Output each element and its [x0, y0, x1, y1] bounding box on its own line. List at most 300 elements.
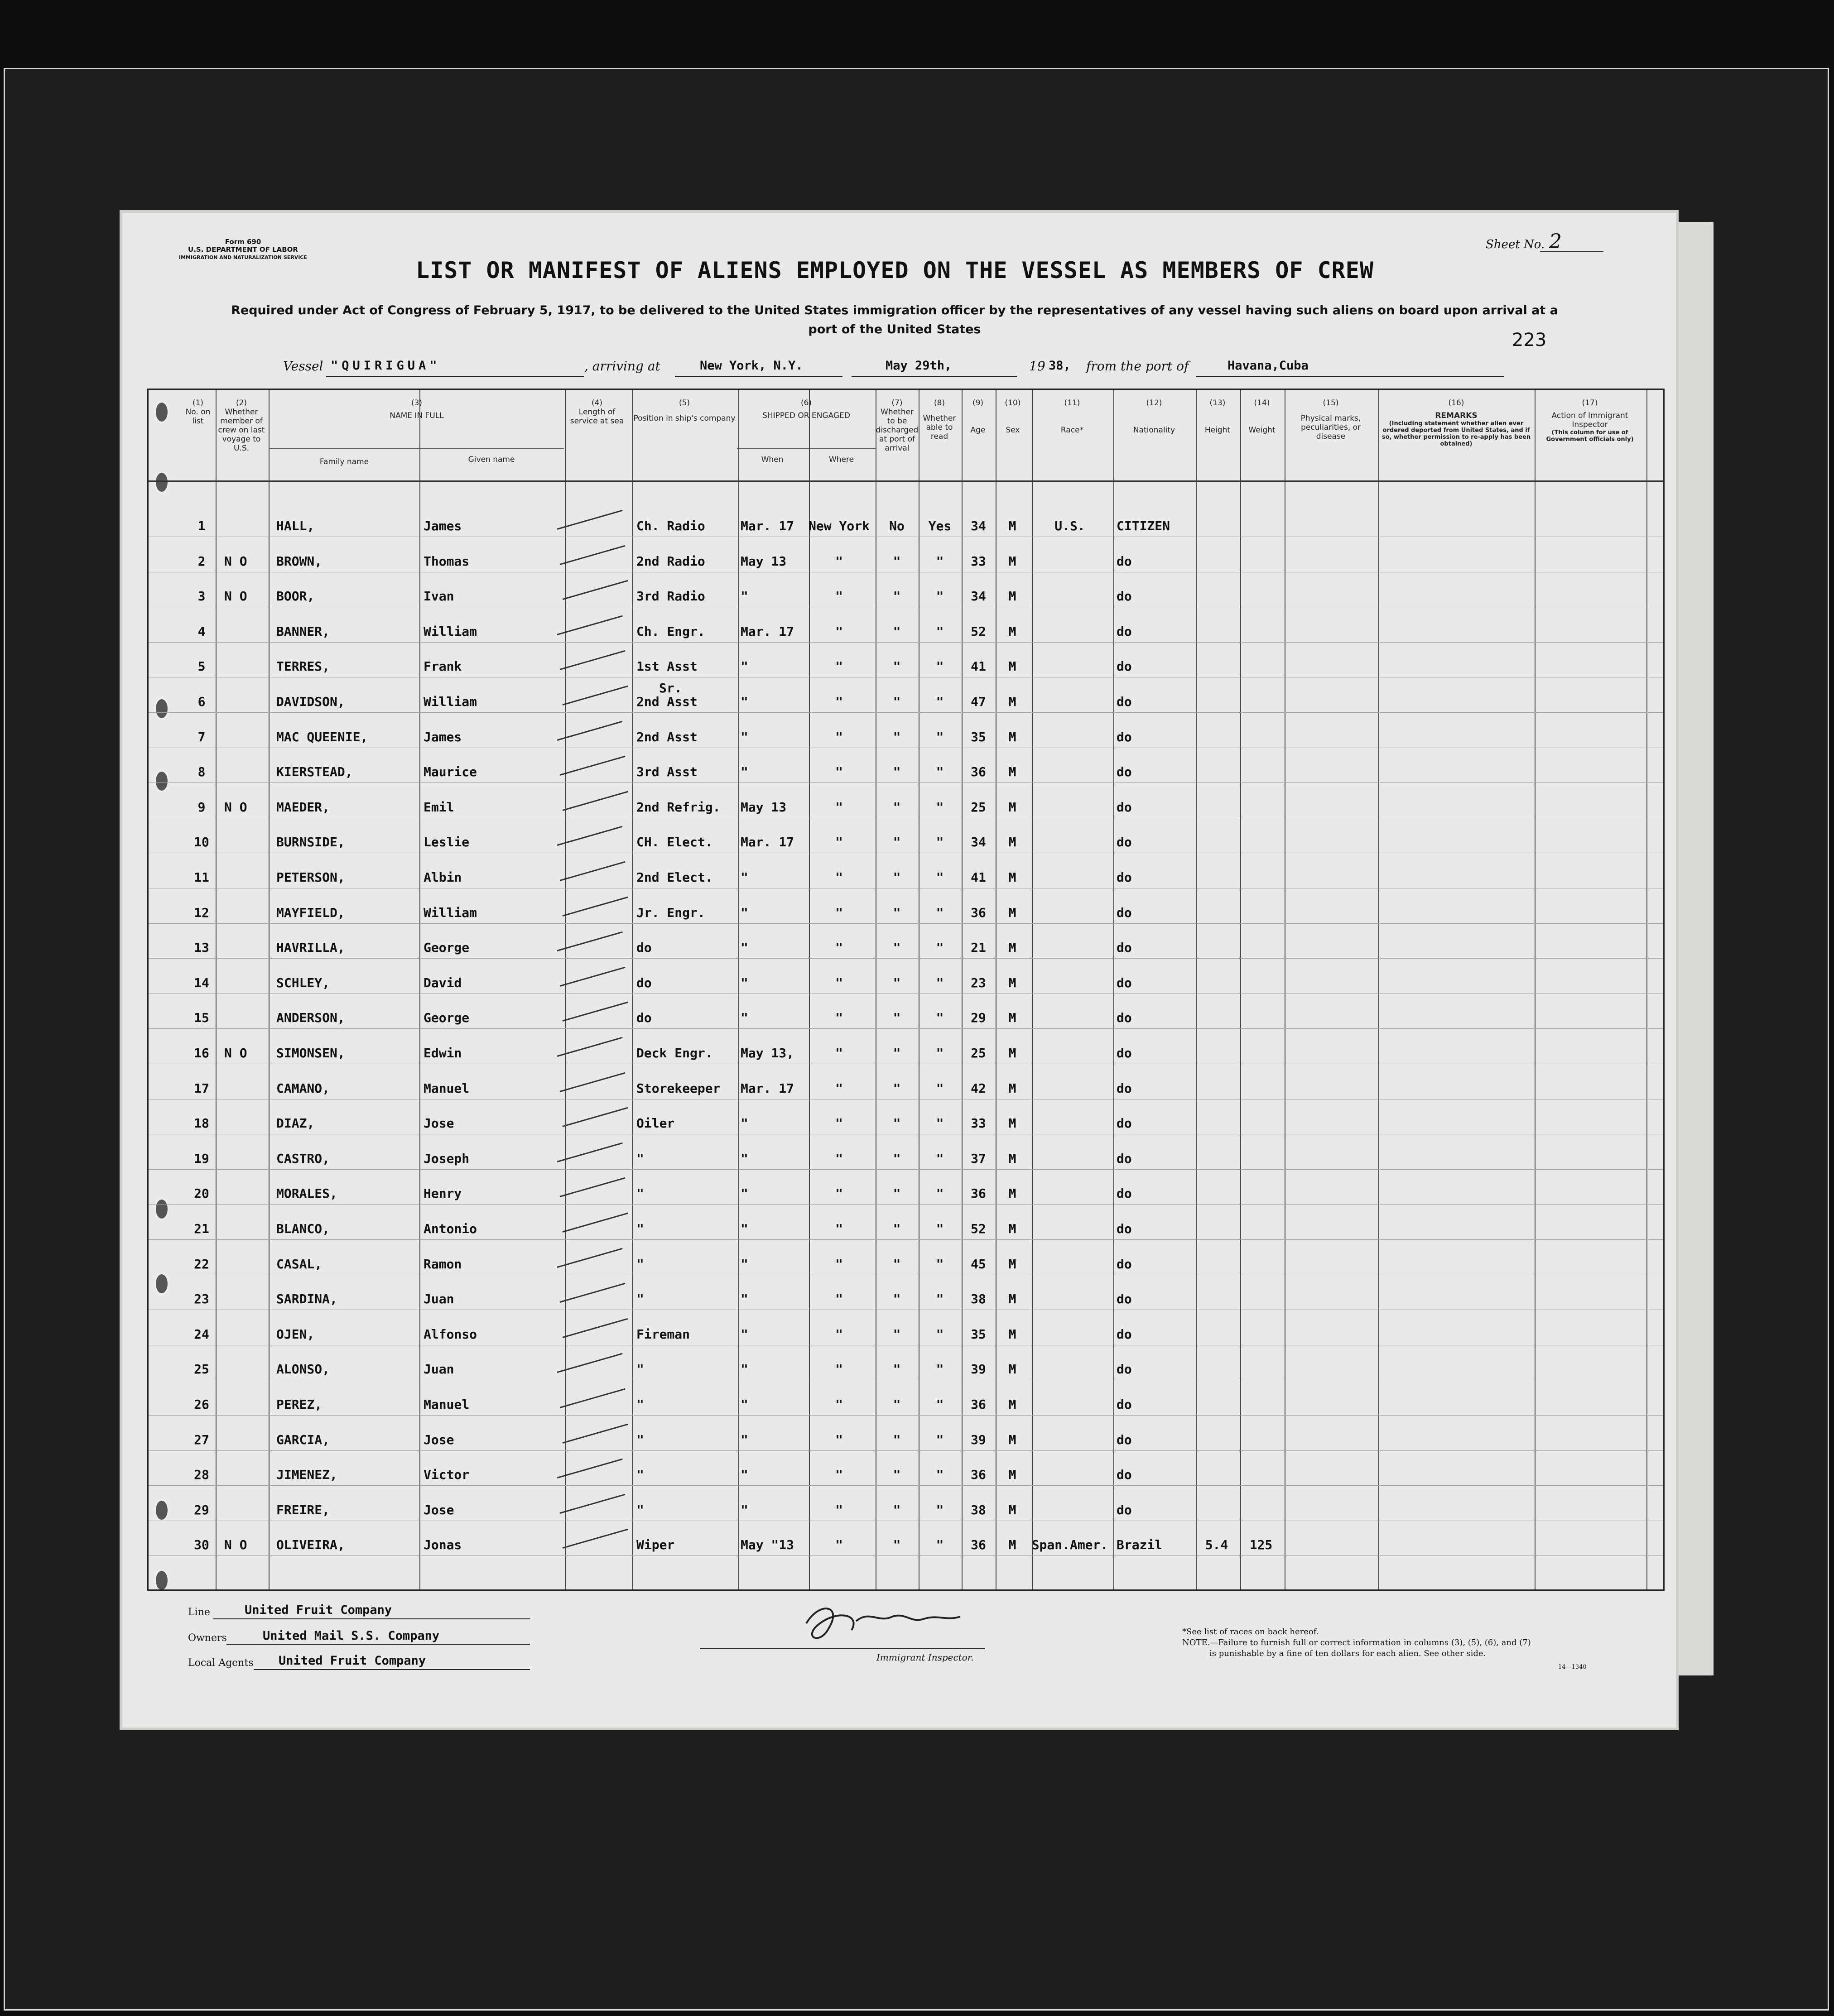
row-rule [149, 642, 1663, 643]
shipped-where-cell: " [835, 694, 843, 709]
shipped-when-cell: " [741, 1116, 748, 1131]
nationality-cell: do [1117, 1010, 1132, 1026]
family-name-cell: ANDERSON, [276, 1010, 345, 1026]
row-number: 20 [194, 1186, 209, 1201]
col-num: (4) [591, 398, 603, 408]
shipped-where-cell: " [835, 835, 843, 850]
able-to-read-cell: " [936, 1362, 944, 1377]
shipped-where-cell: " [835, 870, 843, 885]
given-name-cell: Alfonso [424, 1326, 477, 1342]
family-name-cell: HALL, [276, 518, 315, 533]
age-cell: 29 [971, 1010, 986, 1026]
given-name-cell: William [424, 624, 477, 639]
vessel-label: Vessel [283, 359, 323, 374]
sex-cell: M [1008, 553, 1016, 569]
shipped-when-cell: " [741, 1326, 748, 1342]
col-16-header [1379, 398, 1533, 447]
weight-cell: 125 [1249, 1537, 1273, 1553]
row-rule [149, 923, 1663, 924]
shipped-when-cell: " [741, 1502, 748, 1517]
line-value: United Fruit Company [245, 1603, 392, 1617]
given-name-cell: Edwin [424, 1046, 462, 1061]
family-name-cell: OJEN, [276, 1326, 315, 1342]
row-number: 18 [194, 1116, 209, 1131]
nationality-cell: do [1117, 799, 1132, 815]
discharged-cell: " [893, 1010, 901, 1026]
family-name-cell: SARDINA, [276, 1291, 337, 1307]
sex-cell: M [1008, 1502, 1016, 1517]
discharged-cell: " [893, 1362, 901, 1377]
nationality-cell: do [1117, 1362, 1132, 1377]
shipped-where-cell: " [835, 1116, 843, 1131]
position-cell: Jr. Engr. [636, 905, 705, 920]
able-to-read-cell: " [936, 1326, 944, 1342]
position-cell: 3rd Radio [636, 589, 705, 604]
sex-cell: M [1008, 1326, 1016, 1342]
sex-cell: M [1008, 1186, 1016, 1201]
col-label: Age [970, 426, 986, 435]
print-code: 14—1340 [1558, 1664, 1587, 1670]
arriving-label: , arriving at [584, 359, 660, 374]
row-rule [149, 1169, 1663, 1170]
row-number: 3 [197, 589, 206, 604]
shipped-when-cell: " [741, 1467, 748, 1483]
shipped-where-cell: " [835, 624, 843, 639]
given-name-cell: George [424, 940, 470, 955]
arrival-year: 38, [1049, 359, 1071, 373]
col-label: No. on list [185, 408, 211, 426]
form-number: Form 690 [225, 238, 261, 246]
given-name-cell: James [424, 518, 462, 533]
col-num: (3) [411, 398, 423, 408]
sex-cell: M [1008, 905, 1016, 920]
able-to-read-cell: " [936, 1256, 944, 1272]
col-num: (16) [1448, 398, 1464, 408]
age-cell: 36 [971, 1537, 986, 1553]
nationality-cell: do [1117, 659, 1132, 674]
col-num: (6) [800, 398, 812, 408]
position-cell: Deck Engr. [636, 1046, 713, 1061]
sex-cell: M [1008, 1467, 1016, 1483]
shipped-when-cell: " [741, 694, 748, 709]
row-number: 28 [194, 1467, 209, 1483]
row-number: 2 [197, 553, 206, 569]
family-name-cell: PETERSON, [276, 870, 345, 885]
discharged-cell: " [893, 589, 901, 604]
agents-label: Local Agents [188, 1657, 254, 1669]
discharged-cell: " [893, 1502, 901, 1517]
row-number: 13 [194, 940, 209, 955]
row-rule [149, 1415, 1663, 1416]
page-number: 223 [1512, 330, 1547, 350]
family-name-cell: MAEDER, [276, 799, 330, 815]
nationality-cell: do [1117, 870, 1132, 885]
position-cell: " [636, 1291, 644, 1307]
col-1-header [180, 398, 216, 426]
inspector-label: Immigrant Inspector. [876, 1652, 974, 1663]
family-name-cell: FREIRE, [276, 1502, 330, 1517]
row-number: 7 [197, 729, 206, 744]
col-label: Action of Immigrant Inspector [1551, 411, 1628, 429]
age-cell: 25 [971, 1046, 986, 1061]
given-name-header: Given name [468, 455, 515, 464]
able-to-read-cell: " [936, 1046, 944, 1061]
shipped-when-cell: " [741, 764, 748, 780]
discharged-cell: No [889, 518, 905, 533]
shipped-when-cell: Mar. 17 [741, 835, 794, 850]
race-cell: U.S. [1054, 518, 1085, 533]
age-cell: 52 [971, 624, 986, 639]
able-to-read-cell: " [936, 940, 944, 955]
sex-cell: M [1008, 624, 1016, 639]
age-cell: 36 [971, 764, 986, 780]
col-num: (15) [1323, 398, 1339, 408]
shipped-where-cell: " [835, 975, 843, 990]
departure-port: Havana,Cuba [1227, 359, 1309, 373]
row-rule [149, 712, 1663, 713]
sex-cell: M [1008, 1046, 1016, 1061]
col-15-header [1285, 398, 1376, 441]
shipped-when-cell: " [741, 1291, 748, 1307]
nationality-cell: do [1117, 1467, 1132, 1483]
shipped-when-cell: May 13, [741, 1046, 794, 1061]
row-number: 6 [197, 694, 206, 709]
age-cell: 47 [971, 694, 986, 709]
position-cell: " [636, 1151, 644, 1166]
shipped-where-cell: " [835, 1080, 843, 1096]
col-label: Race* [1060, 426, 1084, 435]
sex-cell: M [1008, 1397, 1016, 1412]
able-to-read-cell: " [936, 1467, 944, 1483]
age-cell: 35 [971, 1326, 986, 1342]
able-to-read-cell: " [936, 1221, 944, 1236]
family-name-cell: MORALES, [276, 1186, 337, 1201]
shipped-when-cell: " [741, 870, 748, 885]
shipped-when-cell: " [741, 659, 748, 674]
shipped-where-cell: " [835, 1186, 843, 1201]
row-rule [149, 1028, 1663, 1029]
nationality-cell: do [1117, 729, 1132, 744]
shipped-when-cell: " [741, 1151, 748, 1166]
col-17-header [1536, 398, 1644, 443]
last-voyage-cell: N O [224, 1537, 247, 1553]
sex-cell: M [1008, 1151, 1016, 1166]
position-note: Sr. [659, 681, 682, 696]
shipped-when-cell: Mar. 17 [741, 518, 794, 533]
given-name-cell: Manuel [424, 1397, 470, 1412]
col-label: Weight [1248, 426, 1276, 435]
age-cell: 23 [971, 975, 986, 990]
family-name-cell: CAMANO, [276, 1080, 330, 1096]
row-number: 22 [194, 1256, 209, 1272]
row-rule [149, 1555, 1663, 1556]
able-to-read-cell: " [936, 1116, 944, 1131]
row-number: 8 [197, 764, 206, 780]
shipped-when-cell: " [741, 1221, 748, 1236]
col-label: Whether to be discharged at port of arrival [876, 408, 919, 453]
discharged-cell: " [893, 799, 901, 815]
age-cell: 42 [971, 1080, 986, 1096]
discharged-cell: " [893, 835, 901, 850]
discharged-cell: " [893, 729, 901, 744]
position-cell: 2nd Radio [636, 553, 705, 569]
given-name-cell: Frank [424, 659, 462, 674]
col-13-header [1196, 398, 1239, 435]
able-to-read-cell: " [936, 589, 944, 604]
sex-cell: M [1008, 1362, 1016, 1377]
given-name-cell: Albin [424, 870, 462, 885]
col-6-header [738, 398, 874, 420]
row-number: 4 [197, 624, 206, 639]
given-name-cell: Jose [424, 1432, 454, 1447]
family-name-cell: OLIVEIRA, [276, 1537, 345, 1553]
shipped-when-header: When [761, 455, 784, 464]
sex-cell: M [1008, 1291, 1016, 1307]
row-number: 29 [194, 1502, 209, 1517]
col-2-header [217, 398, 266, 453]
sex-cell: M [1008, 975, 1016, 990]
col-num: (11) [1064, 398, 1080, 408]
family-name-cell: BANNER, [276, 624, 330, 639]
given-name-cell: Jose [424, 1116, 454, 1131]
col-4-header [565, 398, 629, 426]
shipped-where-cell: New York [809, 518, 870, 533]
position-cell: " [636, 1432, 644, 1447]
col-label: Height [1204, 426, 1231, 435]
given-name-cell: Henry [424, 1186, 462, 1201]
shipped-where-cell: " [835, 659, 843, 674]
sheet-edge [1671, 222, 1714, 1675]
position-cell: do [636, 1010, 652, 1026]
discharged-cell: " [893, 1326, 901, 1342]
family-name-cell: BURNSIDE, [276, 835, 345, 850]
able-to-read-cell: " [936, 1186, 944, 1201]
col-label: Physical marks, peculiarities, or disease [1300, 414, 1361, 441]
position-cell: do [636, 975, 652, 990]
shipped-when-cell: Mar. 17 [741, 624, 794, 639]
row-number: 11 [194, 870, 209, 885]
col-5-header [632, 398, 736, 423]
given-name-cell: Joseph [424, 1151, 470, 1166]
position-cell: 2nd Elect. [636, 870, 713, 885]
shipped-when-cell: " [741, 589, 748, 604]
discharged-cell: " [893, 1397, 901, 1412]
row-rule [149, 1204, 1663, 1205]
discharged-cell: " [893, 1046, 901, 1061]
row-number: 25 [194, 1362, 209, 1377]
department-name: U.S. DEPARTMENT OF LABOR [188, 245, 298, 254]
last-voyage-cell: N O [224, 1046, 247, 1061]
family-name-cell: TERRES, [276, 659, 330, 674]
able-to-read-cell: " [936, 799, 944, 815]
discharged-cell: " [893, 694, 901, 709]
age-cell: 41 [971, 870, 986, 885]
sex-cell: M [1008, 729, 1016, 744]
row-number: 12 [194, 905, 209, 920]
nationality-cell: do [1117, 1256, 1132, 1272]
given-name-cell: Juan [424, 1362, 454, 1377]
discharged-cell: " [893, 1467, 901, 1483]
nationality-cell: do [1117, 589, 1132, 604]
able-to-read-cell: " [936, 1151, 944, 1166]
able-to-read-cell: " [936, 1502, 944, 1517]
sex-cell: M [1008, 1080, 1016, 1096]
given-name-cell: Manuel [424, 1080, 470, 1096]
penalty-note: NOTE.—Failure to furnish full or correct information in columns (3), (5), (6), and (7) [1182, 1638, 1531, 1647]
col-num: (17) [1582, 398, 1598, 408]
row-number: 14 [194, 975, 209, 990]
shipped-when-cell: " [741, 940, 748, 955]
nationality-cell: do [1117, 835, 1132, 850]
shipped-where-cell: " [835, 1046, 843, 1061]
nationality-cell: do [1117, 905, 1132, 920]
service-name: IMMIGRATION AND NATURALIZATION SERVICE [179, 254, 308, 260]
col-num: (10) [1005, 398, 1021, 408]
nationality-cell: Brazil [1117, 1537, 1163, 1553]
age-cell: 35 [971, 729, 986, 744]
row-number: 23 [194, 1291, 209, 1307]
age-cell: 25 [971, 799, 986, 815]
row-number: 10 [194, 835, 209, 850]
position-cell: Ch. Radio [636, 518, 705, 533]
shipped-where-cell: " [835, 1221, 843, 1236]
discharged-cell: " [893, 1151, 901, 1166]
sex-cell: M [1008, 1537, 1016, 1553]
age-cell: 34 [971, 835, 986, 850]
last-voyage-cell: N O [224, 553, 247, 569]
height-cell: 5.4 [1205, 1537, 1228, 1553]
age-cell: 33 [971, 553, 986, 569]
shipped-where-cell: " [835, 1502, 843, 1517]
row-number: 24 [194, 1326, 209, 1342]
able-to-read-cell: " [936, 1537, 944, 1553]
shipped-where-cell: " [835, 940, 843, 955]
able-to-read-cell: " [936, 553, 944, 569]
col-num: (1) [192, 398, 204, 408]
col-8-header [919, 398, 960, 441]
col-12-header [1113, 398, 1195, 435]
col-label: SHIPPED OR ENGAGED [762, 411, 850, 420]
from-port-label: from the port of [1086, 359, 1189, 374]
discharged-cell: " [893, 1080, 901, 1096]
col-10-header [996, 398, 1030, 435]
family-name-cell: ALONSO, [276, 1362, 330, 1377]
shipped-when-cell: " [741, 1010, 748, 1026]
position-cell: 2nd Asst [636, 694, 698, 709]
discharged-cell: " [893, 659, 901, 674]
age-cell: 39 [971, 1362, 986, 1377]
given-name-cell: David [424, 975, 462, 990]
position-cell: Ch. Engr. [636, 624, 705, 639]
row-number: 15 [194, 1010, 209, 1026]
position-cell: " [636, 1502, 644, 1517]
sex-cell: M [1008, 835, 1016, 850]
nationality-cell: do [1117, 553, 1132, 569]
age-cell: 52 [971, 1221, 986, 1236]
nationality-cell: do [1117, 1432, 1132, 1447]
last-voyage-cell: N O [224, 799, 247, 815]
nationality-cell: do [1117, 1046, 1132, 1061]
sex-cell: M [1008, 799, 1016, 815]
age-cell: 21 [971, 940, 986, 955]
row-number: 26 [194, 1397, 209, 1412]
family-name-cell: DAVIDSON, [276, 694, 345, 709]
discharged-cell: " [893, 764, 901, 780]
given-name-cell: Juan [424, 1291, 454, 1307]
row-number: 17 [194, 1080, 209, 1096]
row-number: 1 [197, 518, 206, 533]
family-name-cell: JIMENEZ, [276, 1467, 337, 1483]
given-name-cell: James [424, 729, 462, 744]
col-num: (7) [891, 398, 903, 408]
shipped-where-cell: " [835, 1467, 843, 1483]
nationality-cell: do [1117, 1502, 1132, 1517]
age-cell: 38 [971, 1502, 986, 1517]
vessel-name: "QUIRIGUA" [331, 359, 441, 373]
col-11-header [1032, 398, 1112, 435]
discharged-cell: " [893, 1537, 901, 1553]
arrival-port: New York, N.Y. [700, 359, 803, 373]
discharged-cell: " [893, 1291, 901, 1307]
discharged-cell: " [893, 905, 901, 920]
page-title: LIST OR MANIFEST OF ALIENS EMPLOYED ON THE VESSEL AS MEMBERS OF CREW [416, 257, 1374, 283]
family-name-cell: BROWN, [276, 553, 323, 569]
able-to-read-cell: " [936, 1432, 944, 1447]
given-name-cell: George [424, 1010, 470, 1026]
position-cell: 2nd Asst [636, 729, 698, 744]
row-rule [149, 1485, 1663, 1486]
row-number: 27 [194, 1432, 209, 1447]
discharged-cell: " [893, 975, 901, 990]
able-to-read-cell: " [936, 624, 944, 639]
shipped-where-cell: " [835, 1537, 843, 1553]
col-label: Sex [1006, 426, 1020, 435]
shipped-when-cell: " [741, 905, 748, 920]
row-rule [149, 1239, 1663, 1240]
shipped-where-cell: " [835, 799, 843, 815]
age-cell: 45 [971, 1256, 986, 1272]
shipped-when-cell: " [741, 1432, 748, 1447]
given-name-cell: Ramon [424, 1256, 462, 1272]
able-to-read-cell: " [936, 764, 944, 780]
age-cell: 37 [971, 1151, 986, 1166]
position-cell: " [636, 1186, 644, 1201]
given-name-cell: Jonas [424, 1537, 462, 1553]
col-num: (12) [1146, 398, 1162, 408]
col-label: Whether able to read [923, 414, 956, 441]
shipped-when-cell: " [741, 1256, 748, 1272]
nationality-cell: CITIZEN [1117, 518, 1170, 533]
given-name-cell: Emil [424, 799, 454, 815]
given-name-cell: William [424, 694, 477, 709]
col-label: Length of service at sea [570, 408, 624, 426]
age-cell: 34 [971, 518, 986, 533]
position-cell: CH. Elect. [636, 835, 713, 850]
family-name-cell: BOOR, [276, 589, 315, 604]
row-rule [149, 782, 1663, 783]
shipped-where-cell: " [835, 1256, 843, 1272]
shipped-where-cell: " [835, 589, 843, 604]
form-identifier [179, 238, 307, 261]
col-label: Position in ship's company [633, 414, 736, 423]
nationality-cell: do [1117, 1326, 1132, 1342]
shipped-when-cell: May "13 [741, 1537, 794, 1553]
sex-cell: M [1008, 589, 1016, 604]
discharged-cell: " [893, 940, 901, 955]
given-name-cell: Maurice [424, 764, 477, 780]
age-cell: 36 [971, 1397, 986, 1412]
age-cell: 33 [971, 1116, 986, 1131]
